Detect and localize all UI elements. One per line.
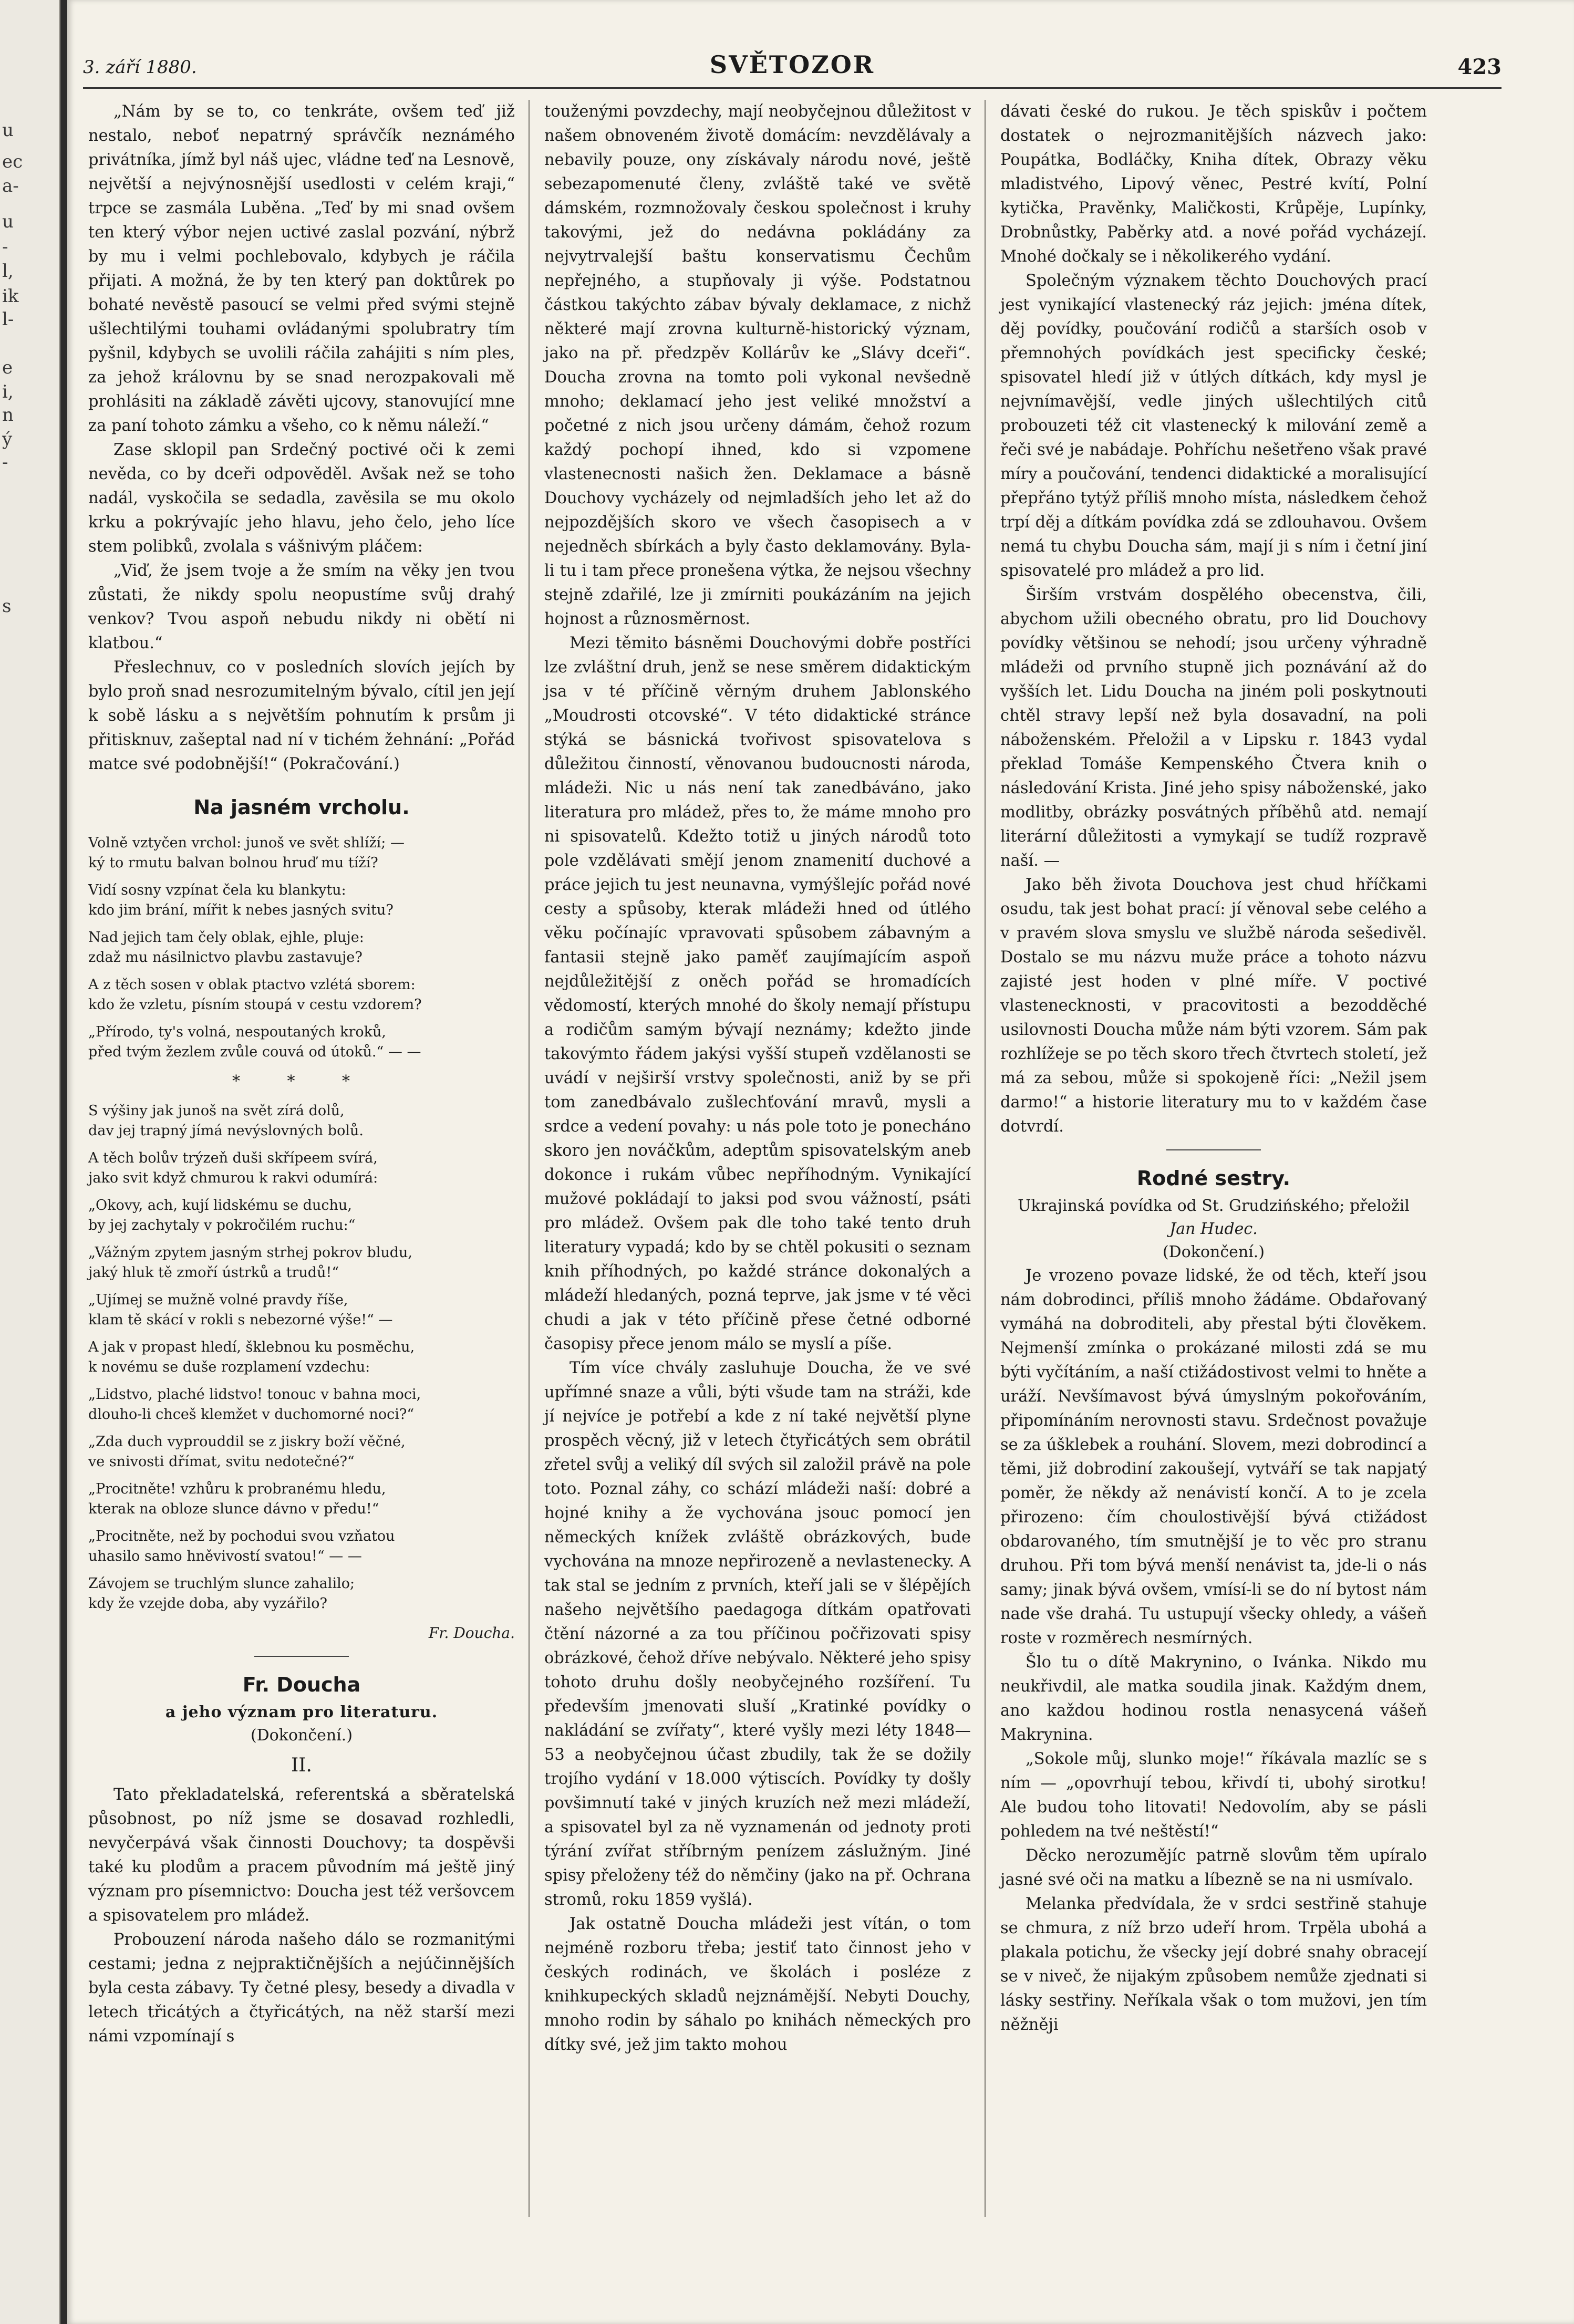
story-title: Rodné sestry. — [1136, 1167, 1291, 1190]
stanza — [88, 1243, 515, 1283]
stanza — [88, 1574, 515, 1614]
poem-author: Fr. Doucha. — [428, 1624, 515, 1642]
fragment: s — [2, 596, 12, 617]
verse-line: S výšiny jak junoš na svět zírá dolů, — [88, 1103, 345, 1119]
masthead-title: SVĚTOZOR — [709, 50, 875, 79]
running-header — [83, 50, 1501, 89]
paragraph: Tím více chvály zasluhuje Doucha, že ve své upřímné snaze a vůli, býti všude tam na stráži, kde jí nejvíce je potřebí a kde z ní také největší plyne prospěch věcný, již v letech čtyřicátých sem obrátil zřetel svůj a veliký díl svých sil založil právě na pole toto. Poznal záhy, co schází mládeži naší: dobré a hojné knihy a že vychována jsouc pomocí jen německých knížek zvláště obrázkových, bude vychována na mnoze nepřirozeně a nevlastenecky. A tak stal se jedním z prvních, kteří jali se v šlépějích našeho největšího paedagoga dítkám opatřovati čtění názorné a za tou příčinou počřizovati spisy obrázkové, čehož dříve nebývalo. Některé jeho spisy tohoto druhu došly neobyčejného rozšíření. Tu především jmenovati sluší „Kratinké povídky o nakládání se zvířaty“, které vyšly mezi léty 1848—53 a neobyčejnou účast zbudily, tak že se dožily trojího vydání v 18.000 výtiscích. Povídky ty došly povšimnutí také v jiných kruzích než mezi mládeží, a spisovatel byl za ně vyznamenán od jednoty proti týrání zvířat stříbrným penízem záslužným. Jiné spisy přeloženy též do němčiny (jako na př. Ochrana stromů, roku 1859 vyšlá). — [544, 1359, 971, 1909]
paragraph: Probouzení národa našeho dálo se rozmanitými cestami; jedna z nejpraktičnějších a nejúčinnějších byla cesta zábavy. Ty četné plesy, besedy a divadla v letech třicátých a čtyřicátých, na něž starší mezi námi vzpomínají s — [88, 1931, 515, 2046]
stanza — [88, 1479, 515, 1519]
stanza — [88, 1432, 515, 1472]
verse-line: dlouho-li chceš klemžet v duchomorné noci?“ — [88, 1406, 415, 1423]
fragment: ik — [2, 286, 19, 307]
verse-line: ký to rmutu balvan bolnou hruď mu tíží? — [88, 855, 378, 871]
verse-line: kdy že vzejde doba, aby vyzářilo? — [88, 1595, 327, 1612]
fragment: l, — [2, 261, 14, 282]
column-3 — [1000, 100, 1427, 2037]
paragraph: Tato překladatelská, referentská a sběratelská působnost, po níž jsme se dosavad rozhledli, nevyčerpává však činnosti Douchovy; ta dospěvši také ku plodům a pracem původním má ještě jiný význam pro písemnictvo: Doucha jest též veršovcem a spisovatelem pro mládež. — [88, 1786, 515, 1925]
paragraph: „Nám by se to, co tenkráte, ovšem teď již nestalo, neboť nepatrný správčík neznámého privátníka, jímž byl náš ujec, vládne teď na Lesnově, největší a nejvýnosnější usedlosti v celém kraji,“ trpce se zasmála Luběna. „Teď by mi snad ovšem ten který výbor nejen uctivé zaslal pozvání, nýbrž by mu i velmi pochlebovalo, kdybych je ráčila přijati. A možná, že by ten který pan doktůrek po bohaté nevěstě pasoucí se velmi před svými stejně ušlechtilými touhami ovládanými spolubratry tím pyšnil, kdybych se uvolili ráčila zahájiti s ním ples, za jehož královnu by se snad nerozpakovali mě prohlásiti na základě závěti ujcovy, stanovující mne za paní tohoto zámku a všeho, co k němu náleží.“ — [88, 102, 515, 435]
paragraph: Šlo tu o dítě Makrynino, o Ivánka. Nikdo mu neukřivdil, ale matka soudila jinak. Každým dnem, ano každou hodinou rostla nenasycená vášeň Makrynina. — [1000, 1653, 1427, 1744]
verse-line: jaký hluk tě zmoří ústrků a trudů!“ — [88, 1264, 339, 1281]
divider — [254, 1656, 349, 1657]
verse-line: ve snivosti dřímat, svitu nedotečné?“ — [88, 1454, 355, 1470]
fragment: i, — [2, 381, 14, 402]
stanza — [88, 1290, 515, 1330]
fragment: e — [2, 357, 13, 378]
verse-line: „Zda duch vyprouddil se z jiskry boží věčné, — [88, 1434, 406, 1450]
verse-line: k novému se duše rozplamení vzdechu: — [88, 1359, 370, 1375]
stanza — [88, 1196, 515, 1236]
fragment: ec — [2, 151, 23, 172]
paragraph: touženými povzdechy, mají neobyčejnou důležitost v našem obnoveném životě domácím: nevzdělávaly a nebavily pouze, ony získávaly národu nové, ještě sebezapomenuté členy, zvláště také ve světě dámském, rozmnožovaly českou společnost i kruhy takovými, jež do nedávna pokládány za nejvytrvalejší baštu konservatismu Čechům nepřejného, a stupňovaly ji výše. Podstatnou částkou takýchto zábav bývaly deklamace, z nichž některé mají zrovna kulturně-historický význam, jako na př. předzpěv Kollárův ke „Slávy dceři“. Doucha zrovna na tomto poli vykonal nevšedně mnoho; deklamací jeho jest veliké množství a početné z nich jsou určeny dámám, čehož rozum každý pochopí ihned, kdo si vzpomene vlastenecnosti našich žen. Deklamace a básně Douchovy vycházely od nejmladších jeho let až do nejpozdějších skoro ve všech časopisech a v nejedněch sbírkách a byly často deklamovány. Byla-li tu i tam přece pronešena výtka, že nejsou všechny stejně zdařilé, lze ji zmírniti poukázáním na jejich hojnost a různosměrnost. — [544, 102, 971, 628]
verse-line: Závojem se truchlým slunce zahalilo; — [88, 1575, 355, 1592]
paragraph: Společným význakem těchto Douchových prací jest vynikající vlastenecký ráz jejich: jména dítek, děj povídky, poučování rodičů a starších osob v přemnohých povídkách jest specificky české; spisovatel hledí již v útlých dítkách, kdy mysl je nejvnímavější, vedle jiných ušlechtilých citů probouzeti též cit vlastenecký k milování země a řeči své je nabádaje. Pohříchu nešetřeno však pravé míry a poučování, tendenci didaktické a moralisující přepřáno tytýž příliš mnoho místa, následkem čehož trpí děj a dítkám povídka zdá se zdlouhavou. Ovšem nemá tu chybu Doucha sám, mají ji s ním i četní jiní spisovatelé pro mládež a pro lid. — [1000, 272, 1427, 580]
paragraph: dávati české do rukou. Je těch spiskův i počtem dostatek o nejrozmanitějších názvech jako: Poupátka, Bodláčky, Kniha dítek, Obrazy věku mladistvého, Lipový věnec, Pestré kvítí, Polní kytička, Pravěnky, Maličkosti, Krůpěje, Lupínky, Drobnůstky, Paběrky atd. a nové pořád vycházejí. Mnohé dočkaly se i několikerého vydání. — [1000, 102, 1427, 266]
fragment: u — [2, 120, 14, 141]
paragraph: Zase sklopil pan Srdečný poctivé oči k zemi nevěda, co by dceři odpověděl. Avšak než se toho nadál, vyskočila se sedadla, zavěsila se mu okolo krku a pokrývajíc jeho hlavu, jeho čelo, jeho líce stem polibků, zvolala s vášnivým pláčem: — [88, 441, 515, 556]
fragment: n — [2, 404, 14, 426]
issue-date: 3. září 1880. — [83, 57, 197, 78]
paragraph: Širším vrstvám dospělého obecenstva, čili, abychom užili obecného obratu, pro lid Douchovy povídky většinou se nehodí; jsou určeny výhradně mládeži od prvního stupně jich poznávání až do vyšších let. Lidu Doucha na jiném poli poskytnouti chtěl stravy lepší než byla dosavadní, na poli náboženském. Přeložil a v Lipsku r. 1843 vydal překlad Tomáše Kempenského Čtvera knih o následování Krista. Jiné jeho spisy náboženské, jako modlitby, obrázky posvátných příběhů atd. nemají literární důležitosti a vymykají se tudíž rozpravě naší. — — [1000, 586, 1427, 870]
divider — [1166, 1149, 1261, 1150]
stanza — [88, 1101, 515, 1141]
verse-line: klam tě skácí v rokli s nebezorné výše!“ — — [88, 1312, 393, 1328]
newspaper-page — [67, 0, 1574, 2324]
poem-title: Na jasném vrcholu. — [193, 796, 410, 819]
stanza — [88, 1385, 515, 1425]
page-number: 423 — [1457, 55, 1501, 79]
paragraph: Melanka předvídala, že v srdci sestřině stahuje se chmura, z níž brzo udeří hrom. Trpěla ubohá a plakala potichu, že všecky její dobré snahy obracejí se v niveč, že nijakým způsobem nemůže zjednati si lásky sestřiny. Neříkala však o tom mužovi, jen tím něžněji — [1000, 1895, 1427, 2034]
poem — [88, 833, 515, 1614]
stanza — [88, 1337, 515, 1377]
column-rule — [529, 100, 530, 2217]
column-rule — [985, 100, 986, 2217]
verse-line: „Přírodo, ty's volná, nespoutaných kroků, — [88, 1024, 387, 1040]
verse-line: kterak na obloze slunce dávno v předu!“ — [88, 1501, 379, 1517]
verse-line: A těch bolův trýzeň duši skřípeem svírá, — [88, 1150, 378, 1166]
verse-line: „Procitněte, než by pochodui svou vzňatou — [88, 1528, 395, 1544]
article-part: II. — [291, 1755, 312, 1776]
article-subtitle: a jeho význam pro literaturu. — [165, 1703, 438, 1721]
verse-line: A jak v propast hledí, šklebnou ku posměchu, — [88, 1339, 415, 1355]
verse-line: „Okovy, ach, kují lidskému se duchu, — [88, 1197, 352, 1213]
column-2 — [544, 100, 971, 2057]
article-note: (Dokončení.) — [250, 1726, 353, 1745]
verse-line: před tvým žezlem zvůle couvá od útoků.“ — — — [88, 1044, 421, 1060]
fragment: - — [2, 452, 8, 473]
fragment: l- — [2, 309, 14, 330]
story-translator: Jan Hudec. — [1169, 1220, 1258, 1238]
stanza — [88, 1148, 515, 1188]
story-byline: Ukrajinská povídka od St. Grudzińského; přeložil — [1018, 1197, 1410, 1215]
previous-page-edge — [0, 0, 60, 2324]
verse-line: „Lidstvo, plaché lidstvo! tonouc v bahna moci, — [88, 1386, 421, 1403]
verse-line: Volně vztyčen vrchol: junoš ve svět shlíží; — — [88, 835, 405, 851]
verse-line: Vidí sosny vzpínat čela ku blankytu: — [88, 882, 346, 898]
fragment: - — [2, 236, 8, 257]
paragraph: Jak ostatně Doucha mládeži jest vítán, o tom nejméně rozboru třeba; jestiť tato činnost jeho v českých rodinách, ve školách i posléze z knihkupeckých skladů nejznámější. Nebyti Douchy, mnoho rodin by sáhalo po knihách německých pro dítky své, jež jim takto mohou — [544, 1915, 971, 2054]
paragraph: „Sokole můj, slunko moje!“ říkávala mazlíc se s ním — „opovrhují tebou, křivdí ti, ubohý sirotku! Ale budou toho litovati! Nedovolím, aby se pásli pohledem na tvé neštěstí!“ — [1000, 1750, 1427, 1841]
paragraph: Mezi těmito básněmi Douchovými dobře postříci lze zvláštní druh, jenž se nese směrem didaktickým jsa v té příčině věrným druhem Jablonského „Moudrosti otcovské“. V této didaktické stránce stýká se básnická tvořivost spisovatelova s důležitou činností, věnovanou budoucnosti národa, mládeži. Nic u nás není tak zanedbáváno, jako literatura pro mládež, přes to, že máme mnoho pro ni spisovatelů. Kdežto totiž u jiných národů toto pole vzdělávati smějí jenom znamenití duchové a práce jejich tu jest neunavna, vymýšlejíc pořád nové cesty a spůsoby, kterak mládeži hned od útlého věku počínajíc vpravovati spůsobem zábavným a fantasii stejně jako paměť zaujímajícím aspoň nejdůležitější z oněch pořád se hromadících vědomostí, kterých mnohé do školy nemají přístupu a rodičům samým bývají neznámy; kdežto jinde takovýmto řádem jakýsi vyšší stupeň vzdělanosti se uvádí v nejširší vrstvy společnosti, aniž by se při tom zanedbávalo zušlechťování mravů, mysli a srdce a vedení povahy: u nás pole toto je ponecháno skoro jen nováčkům, adeptům spisovatelským aneb dokonce i rukám vůbec nepříhodným. Vynikající mužové pokládají to jaksi pod svou vážností, psáti pro mládež. Ovšem pak dle toho také tento druh literatury vypadá; kdo by se chtěl pokusiti o seznam knih příhodných, po každé stránce dokonalých a mládeží hledaných, pozná teprve, jak jsme v té věci chudi a jak v této příčině přese četné odborné časopisy přece jenom málo se myslí a píše. — [544, 634, 971, 1353]
verse-line: by jej zachytaly v pokročilém ruchu:“ — [88, 1217, 356, 1233]
stanza — [88, 880, 515, 920]
column-1 — [88, 100, 515, 2049]
paragraph: „Viď, že jsem tvoje a že smím na věky jen tvou zůstati, že nikdy spolu neopustíme svůj drahý venkov? Tvou aspoň nebudu nikdy ni obětí ni klatbou.“ — [88, 562, 515, 652]
paragraph: Přeslechnuv, co v posledních slovích jejích by bylo proň snad nesrozumitelným bývalo, cítil jen její k sobě lásku a s největším pohnutím k prsům ji přitisknuv, zašeptal nad ní v tichém žehnání: „Pořád matce své podobnější!“ (Pokračování.) — [88, 658, 515, 773]
verse-line: kdo že vzletu, písním stoupá v cestu vzdorem? — [88, 997, 422, 1013]
verse-line: „Ujímej se mužně volné pravdy říše, — [88, 1292, 348, 1308]
verse-line: dav jej trapný jímá nevýslovných bolů. — [88, 1123, 364, 1139]
stanza — [88, 1022, 515, 1062]
stanza — [88, 975, 515, 1015]
stanza — [88, 1527, 515, 1566]
paragraph: Děcko nerozumějíc patrně slovům těm upíralo jasné své oči na matku a líbezně se na ni usmívalo. — [1000, 1846, 1427, 1889]
fragment: ý — [2, 429, 13, 450]
verse-line: kdo jim brání, mířit k nebes jasných svitu? — [88, 902, 394, 918]
article-title: Fr. Doucha — [242, 1673, 361, 1696]
section-stars: * * * — [232, 1072, 371, 1091]
stanza — [88, 833, 515, 873]
verse-line: „Vážným zpytem jasným strhej pokrov bludu, — [88, 1244, 413, 1261]
stanza — [88, 928, 515, 968]
verse-line: Nad jejich tam čely oblak, ejhle, pluje: — [88, 929, 364, 946]
paragraph: Jako běh života Douchova jest chud hříčkami osudu, tak jest bohat prací: jí věnoval sebe celého a v pravém slova smyslu ve službě národa sešedivěl. Dostalo se mu názvu muže práce a tohoto názvu zajisté jest hoden v plné míře. V poctivé vlastenecknosti, v pracovitosti a bezodděché usilovnosti Doucha může nám býti vzorem. Sám pak rozhlížeje se po těch skoro třech čtvrtech století, jež má za sebou, může si spokojeně říci: „Nežil jsem darmo!“ a historie literatury mu to v každém čase dotvrdí. — [1000, 876, 1427, 1136]
verse-line: „Procitněte! vzhůru k probranému hledu, — [88, 1481, 386, 1497]
verse-line: zdaž mu násilnictvo plavbu zastavuje? — [88, 949, 363, 966]
verse-line: A z těch sosen v oblak ptactvo vzlétá sborem: — [88, 977, 416, 993]
fragment: u — [2, 211, 14, 232]
verse-line: uhasilo samo hněvivostí svatou!“ — — — [88, 1548, 362, 1564]
fragment: a- — [2, 175, 19, 196]
verse-line: jako svit když chmurou k rakvi odumírá: — [88, 1170, 378, 1186]
paragraph: Je vrozeno povaze lidské, že od těch, kteří jsou nám dobrodinci, příliš mnoho žádáme. Obdařovaný vymáhá na dobroditeli, aby přestal býti člověkem. Nejmenší zmínka o prokázané milosti zdá se mu býti vyčítáním, a naší ctižádostivost velmi to hněte a uráží. Nevšímavost bývá úmyslným pokořováním, připomínáním nerovnosti stavu. Srdečnost považuje se za úšklebek a rouhání. Slovem, mezi dobrodincí a těmi, již dobrodiní zakoušejí, vytváří se tak napjatý poměr, že někdy až nenávistí končí. A to je zcela přirozeno: čím choulostivější bývá ctižádost obdarovaného, tím smutnější je to věc pro stranu druhou. Při tom bývá menší nenávist ta, jde-li o nás samy; jinak bývá ovšem, vmísí-li se do ní bytost nám nade vše drahá. Tu ustupují všecky ohledy, a vášeň roste v rozměrech nesmírných. — [1000, 1267, 1427, 1647]
story-note: (Dokončení.) — [1162, 1243, 1265, 1261]
